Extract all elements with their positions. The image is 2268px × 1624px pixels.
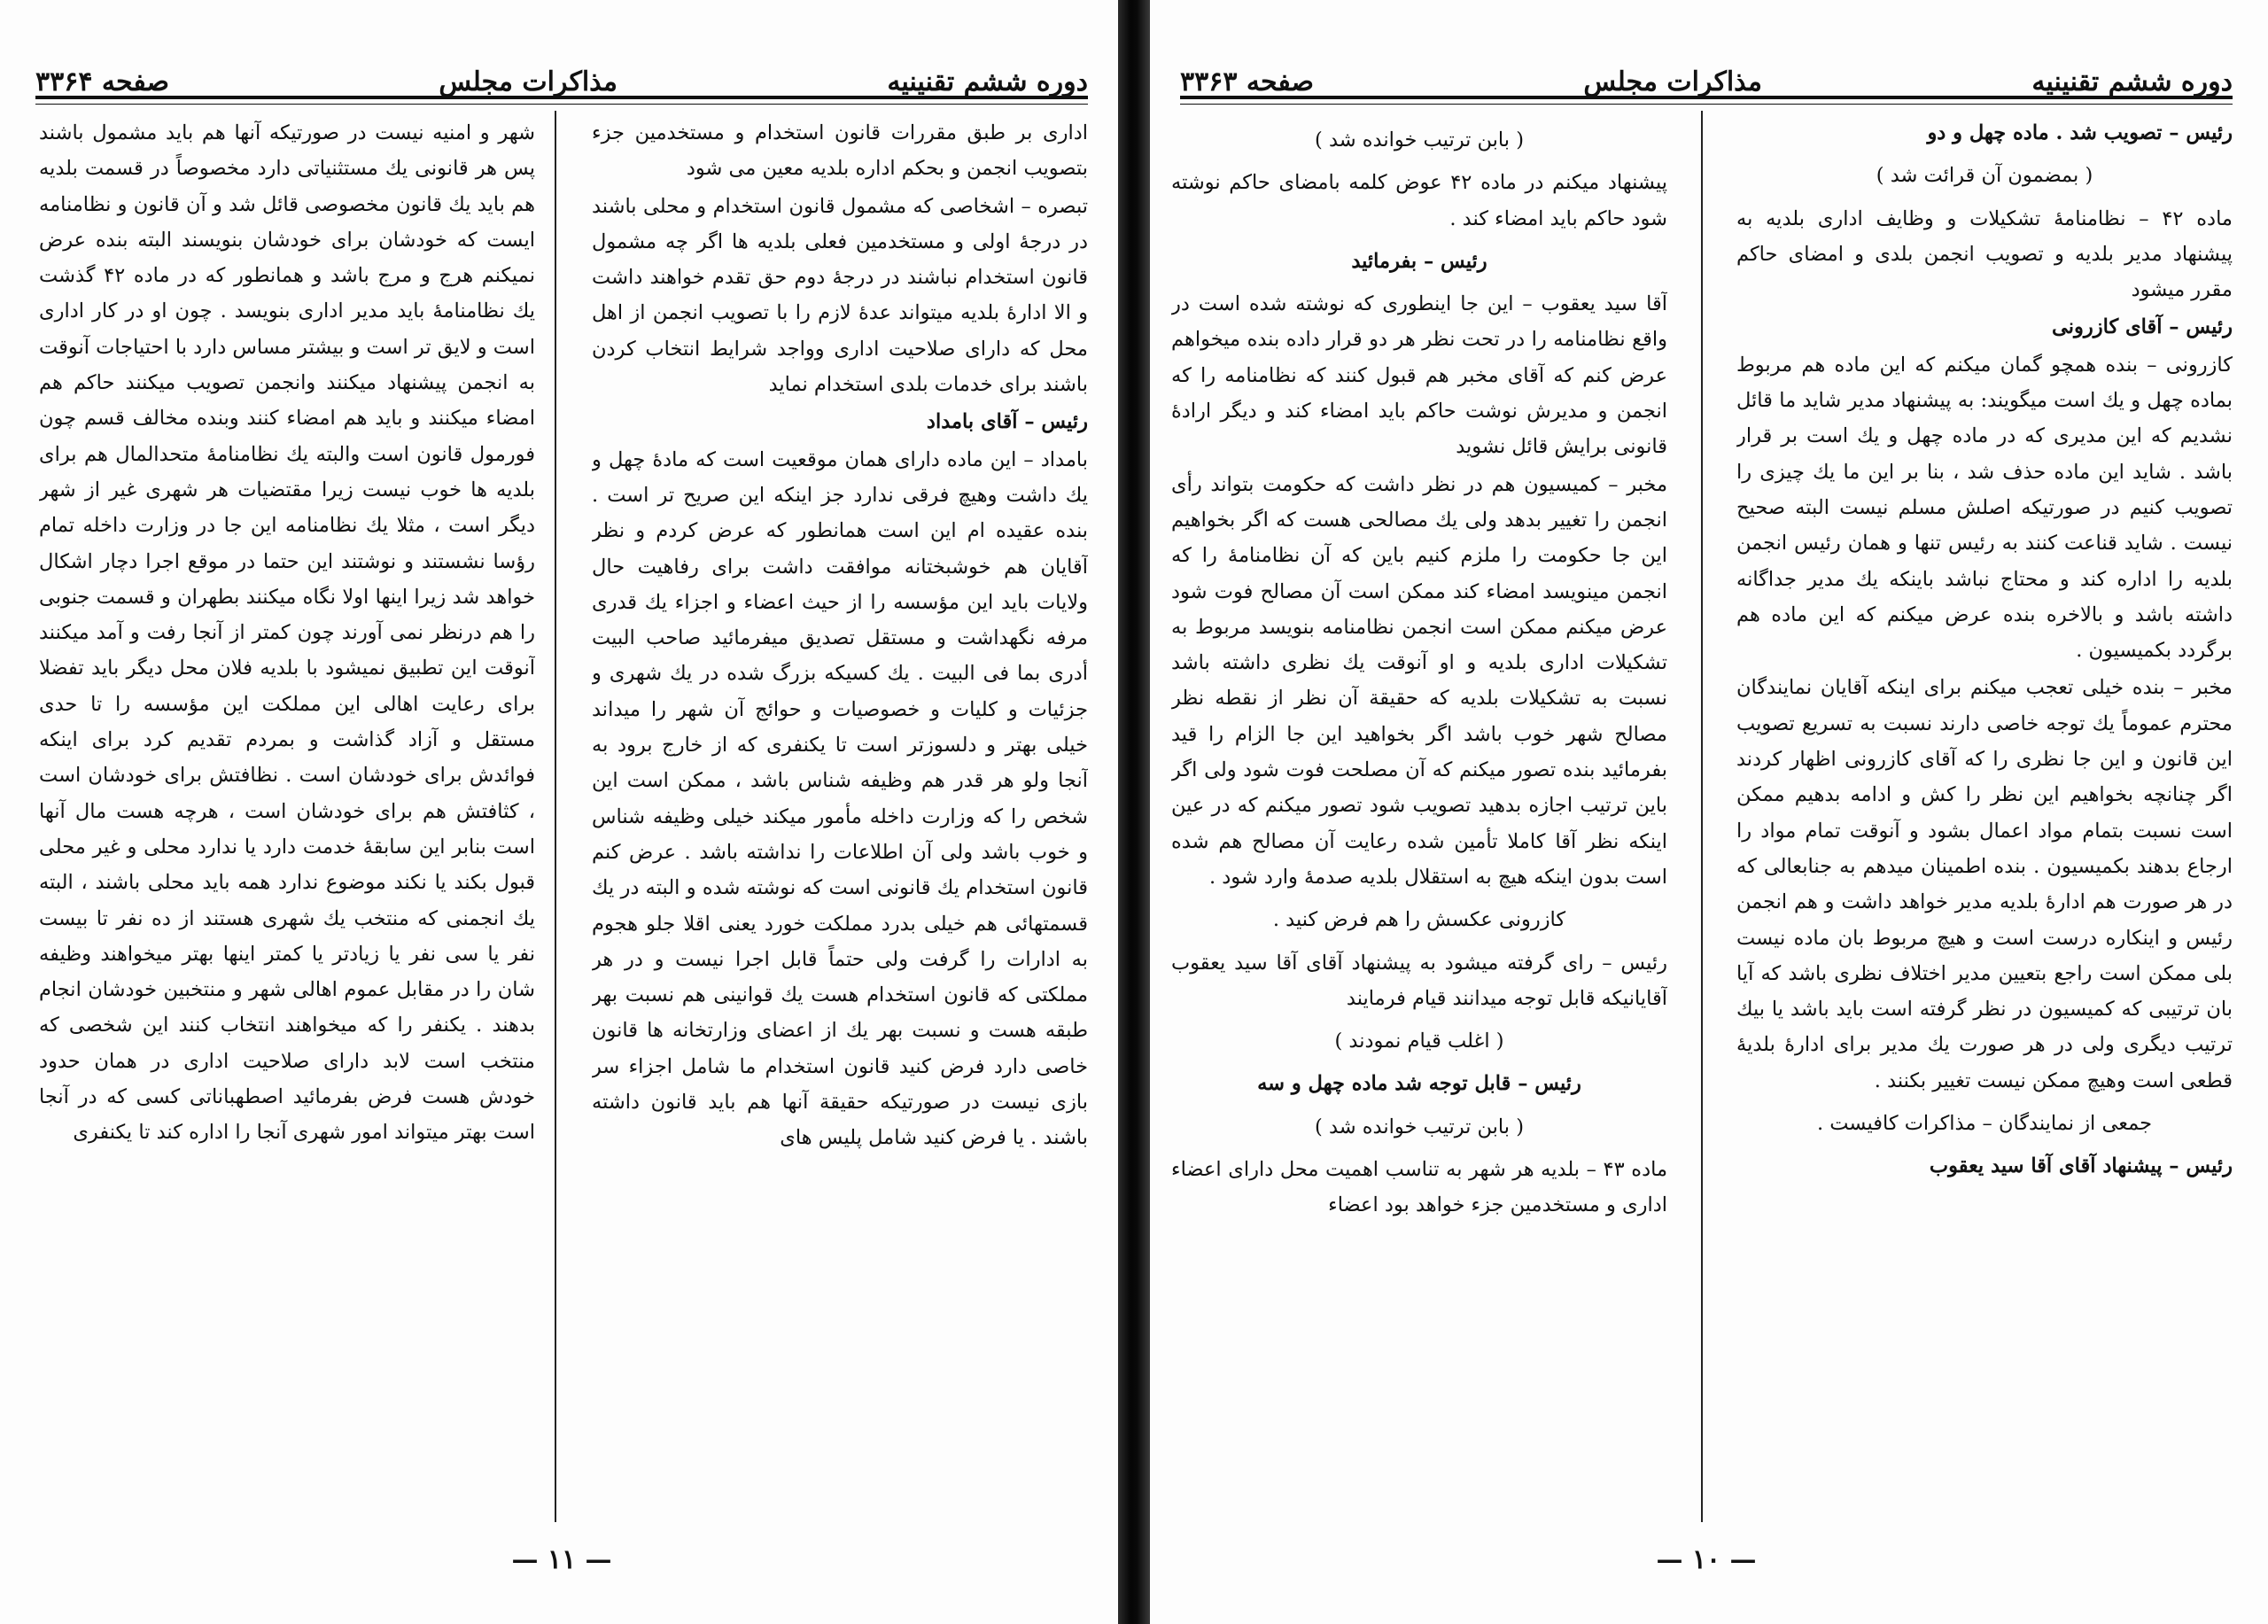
page-footer-number: — ۱۰ — [1656,1544,1757,1575]
paragraph: مخبر – بنده خیلی تعجب میکنم برای اینکه آقایان نمایندگان محترم عموماً یك توجه خاصی دارند نسبت به تسریع تصویب این قانون و این جا نظری را که آقای کازرونی اظهار کردند اگر چنانچه بخواهیم این نظر را کش و ادامه بدهیم ممکن است نسبت بتمام مواد اعمال بشود و آنوقت تمام مواد را ارجاع بدهند بکمیسیون . بنده اطمینان میدهم به جنابعالی که در هر صورت هم ادارهٔ بلدیه مدیر خواهد داشت و هم انجمن رئیس و اینکاره درست است و هیچ مربوط بان ماده نیست بلی ممکن است راجع بتعیین مدیر اختلاف نظری باشد که آیا بان ترتیبی که کمیسیون در نظر گرفته است باید باشد یا بیك ترتیب دیگری ولی در هر صورت یك مدیر برای ادارهٔ بلدیهٔ قطعی است وهیچ ممکن نیست تغییر بکنند . [1736,676,2233,1092]
header-rule [1180,96,2233,105]
paragraph: شهر و امنیه نیست در صورتیکه آنها هم باید مشمول باشند پس هر قانونی یك مستثنیاتی دارد مخصوصاً در قسمت بلدیه هم باید یك قانون مخصوصی قائل شد و آن قانون و نظامنامه ایست که خودشان برای خودشان بنویسند البته بنده عرض نمیکنم هرج و مرج باشد و همانطور که در ماده ۴۲ گذشت یك نظامنامهٔ باید مدیر اداری بنویسد . چون او در کار اداری است و لایق تر است و بیشتر مساس دارد با احتیاجات آنوقت به انجمن پیشنهاد میکنند وانجمن تصویب میکنند حاکم هم امضاء میکنند و باید هم امضاء کنند وبنده مخالف قسم چون فورمول قانون است والبته یك نظامنامهٔ متحدالمال هم برای بلدیه ها خوب نیست زیرا مقتضیات هر شهری غیر از شهر دیگر است ، مثلا یك نظامنامه این جا در وزارت داخله تمام رؤسا نشستند و نوشتند این حتما در موقع اجرا دچار اشکال خواهد شد زیرا اینها اولا نگاه میکنند بطهران و قسمت جنوبی را هم درنظر نمی آورند چون کمتر از آنجا رفت و آمد میکنند آنوقت این تطبیق نمیشود با بلدیه فلان محل دیگر باید تفضلا برای رعایت اهالی این مملکت این مؤسسه را تا حدی مستقل و آزاد گذاشت و بمردم تقدیم کرد برای اینکه فوائدش برای خودشان است . نظافتش برای خودشان است ، کثافتش هم برای خودشان است ، هرچه هست مال آنها است بنابر این سابقهٔ خدمت دارد یا ندارد محلی و غیر محلی قبول بکند یا نکند موضوع ندارد همه باید محلی باشند ، البته یك انجمنی که منتخب یك شهری هستند از ده نفر تا بیست نفر یا سی نفر یا زیادتر یا کمتر اینها بهتر میخواهند وظیفه شان را در مقابل عموم اهالی شهر و منتخبین خودشان انجام بدهند . یکنفر را که میخواهند انتخاب کنند این شخصی که منتخب است لابد دارای صلاحیت اداری در همان حدود خودش هست فرض بفرمائید اصطهباناتی کسی که در آنجا است بهتر میتواند امور شهری آنجا را اداره کند تا یکنفری [39,121,535,1145]
session-label: صفحه ۳۳۶۴ [35,66,170,97]
right-page [1145,0,2268,1624]
paragraph: رئیس – رای گرفته میشود به پیشنهاد آقای آقا سید یعقوب آقایانیکه قابل توجه میدانند قیام فرمایند [1171,951,1667,1010]
speaker-line: رئیس – تصویب شد . ماده چهل و دو [1927,121,2233,144]
running-title: مذاکرات مجلس [439,66,617,97]
paragraph: پیشنهاد میکنم در ماده ۴۲ عوض کلمه بامضای حاکم نوشته شود حاکم باید امضاء کند . [1171,171,1667,230]
column-divider [555,111,556,1522]
page-number-label: صفحه ۳۳۶۳ [1180,66,1315,97]
paragraph: جمعی از نمایندگان – مذاکرات کافیست . [1817,1112,2152,1136]
session-label: دوره ششم تقنینیه [2031,66,2233,97]
right-inner-column [1171,115,1667,1527]
paragraph: کازرونی عکسش را هم فرض کنید . [1272,908,1566,932]
stage-direction: ( بابن ترتیب خوانده شد ) [1315,128,1524,152]
running-title: مذاکرات مجلس [1583,66,1762,97]
paragraph: مخبر – کمیسیون هم در نظر داشت که حکومت بتواند رأی انجمن را تغییر بدهد ولی یك مصالحی هست که اگر بخواهیم این جا حکومت را ملزم کنیم باین که آن نظامنامهٔ را که انجمن مینویسد امضاء کند ممکن است آن مصالح فوت شود عرض میکنم ممکن است انجمن نظامنامه بنویسد مربوط به تشکیلات اداری بلدیه و او آنوقت یك نظری داشته باشد نسبت به تشکیلات بلدیه که حقیقة آن نظر از نقطه نظر مصالح شهر خوب باشد اگر بخواهید این جا الزام را قید بفرمائید بنده تصور میکنم که آن مصلحت فوت شود ولی اگر باین ترتیب اجازه بدهید تصویب شود تصور میکنم که در عین اینکه نظر آقا کاملا تأمین شده رعایت آن مصالح هم شده است بدون اینکه هیچ به استقلال بلدیه صدمهٔ وارد شود . [1171,472,1667,889]
left-page [0,0,1123,1624]
right-outer-column [1736,115,2233,1527]
speaker-line: رئیس – آقای بامداد [926,410,1088,434]
page-number-label: دوره ششم تقنینیه [887,66,1088,97]
right-page-header [1180,44,2233,97]
paragraph: تبصره – اشخاصی که مشمول قانون استخدام و محلی باشند در درجهٔ اولی و مستخدمین فعلی بلدیه ها اگر چه مشمول قانون استخدام نباشند در درجهٔ دوم حق تقدم خواهند داشت و الا ادارهٔ بلدیه میتواند عدهٔ لازم را با تصویب انجمن از اهل محل که دارای صلاحیت اداری وواجد شرایط انتخاب کردن باشند برای خدمات بلدی استخدام نماید [592,194,1088,397]
paragraph: آقا سید یعقوب – این جا اینطوری که نوشته شده است در واقع نظامنامه را در تحت نظر هر دو قرار داده بنده میخواهم عرض کنم که آقای مخبر هم قبول کنند که نظامنامه را که انجمن و مدیرش نوشت حاکم باید امضاء کند و دیگر ارادهٔ قانونی برایش قائل نشوید [1171,292,1667,459]
paragraph: بامداد – این ماده دارای همان موقعیت است که مادهٔ چهل و یك داشت وهیچ فرقی ندارد جز اینکه این صریح تر است . بنده عقیده ام این است همانطور که عرض کردم و نظر آقایان هم خوشبختانه موافقت داشت برای رفاهیت حال ولایات باید این مؤسسه را از حیث اعضاء و اجزاء یك قدری مرفه نگهداشت و مستقل تصدیق میفرمائید صاحب البیت أدری بما فی البیت . یك کسیکه بزرگ شده در یك شهری و جزئیات و کلیات و خصوصیات و حوائج آن شهر را میداند خیلی بهتر و دلسوزتر است تا یکنفری که از خارج برود به آنجا ولو هر قدر هم وظیفه شناس باشد ، ممکن است این شخص را که وزارت داخله مأمور میکند خیلی وظیفه شناس و خوب باشد ولی آن اطلاعات را نداشته باشد . عرض کنم قانون استخدام یك قانونی است که نوشته شده و البته در یك قسمتهائی هم خیلی بدرد مملکت خورد یعنی اقلا جلو هجوم به ادارات را گرفت ولی حتماً قابل اجرا نیست و در هر مملکتی که قانون استخدام هست یك قوانینی هم نسبت بهر طبقه هست و نسبت بهر یك از اعضای وزارتخانه ها قانون خاصی دارد فرض کنید قانون استخدام ما شامل اجزاء سر بازی نیست در صورتیکه حقیقة آنها هم باید قانون داشته باشند . یا فرض کنید شامل پلیس های [592,447,1088,1150]
speaker-line: رئیس – بفرمائید [1351,249,1487,273]
stage-direction: ( بابن ترتیب خوانده شد ) [1315,1115,1524,1138]
column-divider [1701,111,1703,1522]
header-rule [35,96,1088,105]
paragraph: کازرونی – بنده همچو گمان میکنم که این ماده هم مربوط بماده چهل و یك است میگویند: به پیشنهاد مدیر شاید ما قائل نشدیم که این مدیری که در ماده چهل و یك است بر قرار باشد . شاید این ماده حذف شد ، بنا بر این ما یك چیزی را تصویب کنیم در صورتیکه اصلش مسلم نیست البته صحیح نیست . شاید قناعت کنند به رئیس تنها و همان رئیس انجمن بلدیه را اداره کند و محتاج نباشد باینکه یك مدیر جداگانه داشته باشد و بالاخره بنده عرض میکنم که این ماده هم برگردد بکمیسیون . [1736,353,2233,663]
speaker-line: رئیس – قابل توجه شد ماده چهل و سه [1257,1072,1581,1096]
article-text: ماده ۴۳ – بلدیه هر شهر به تناسب اهمیت محل دارای اعضاء اداری و مستخدمین جزء خواهد بود اعضاء [1171,1158,1667,1217]
stage-direction: ( اغلب قیام نمودند ) [1334,1030,1504,1053]
left-outer-column [39,115,535,1527]
left-inner-column [592,115,1088,1527]
speaker-line: رئیس – آقای کازرونی [2051,315,2233,339]
article-text: ماده ۴۲ – نظامنامهٔ تشکیلات و وظایف اداری بلدیه به پیشنهاد مدیر بلدیه و تصویب انجمن بلدی و امضای حاکم مقرر میشود [1736,206,2233,302]
speaker-line: رئیس – پیشنهاد آقای آقا سید یعقوب [1929,1154,2233,1178]
page-footer-number: — ۱۱ — [511,1544,612,1575]
left-page-header [35,44,1088,97]
paragraph: اداری بر طبق مقررات قانون استخدام و مستخدمین جزء بتصویب انجمن و بحکم اداره بلدیه معین می شود [592,121,1088,181]
stage-direction: ( بمضمون آن قرائت شد ) [1876,164,2093,188]
